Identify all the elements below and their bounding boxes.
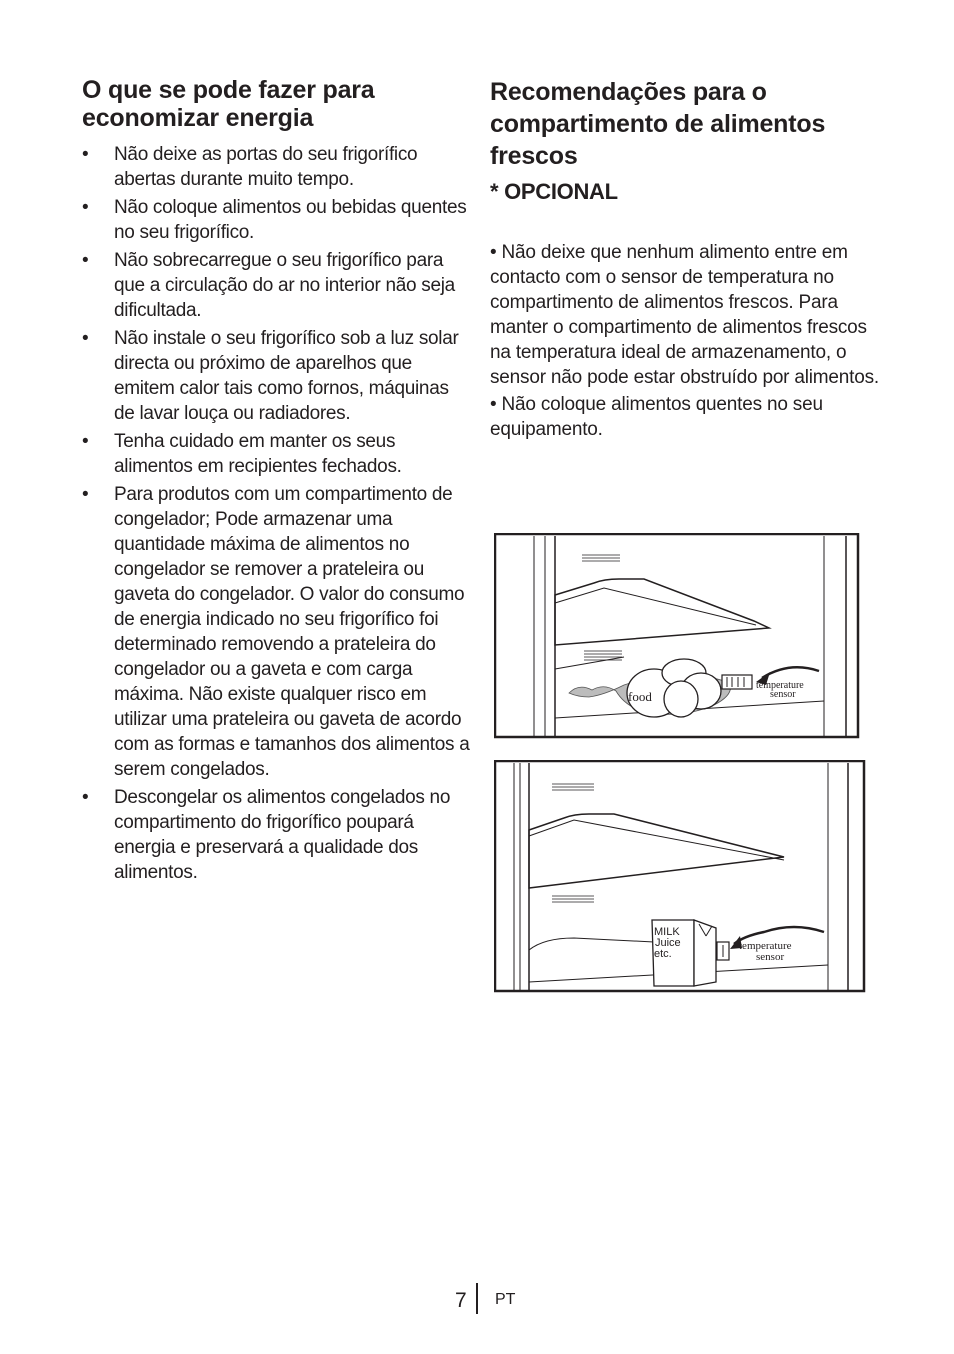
- list-item: [82, 326, 472, 426]
- recommendation-paragraph: • Não coloque alimentos quentes no seu equipamento.: [490, 394, 823, 440]
- fresh-food-heading: Recomendações para o compartimento de alimentos frescos: [490, 78, 826, 170]
- list-item-text: Não instale o seu frigorífico sob a luz solar directa ou próximo de aparelhos que emitem calor tais como fornos, máquinas de lavar louça ou radiadores.: [114, 328, 459, 424]
- list-item-text: Para produtos com um compartimento de congelador; Pode armazenar uma quantidade máxima de alimentos no congelador se remover a prateleira ou gaveta do congelador. O valor do consumo de energia indicado no seu frigorífico foi determinado removendo a prateleira do congelador ou a gaveta e com carga máxima. Não existe qualquer risco em utilizar uma prateleira ou gaveta de acordo com as formas e tamanhos dos alimentos a serem congelados.: [114, 484, 470, 780]
- bullet-icon: •: [82, 197, 89, 218]
- energy-saving-heading: O que se pode fazer para economizar energia: [82, 76, 375, 132]
- list-item-text: Não sobrecarregue o seu frigorífico para que a circulação do ar no interior não seja dificultada.: [114, 250, 455, 321]
- fresh-food-section: [490, 76, 890, 444]
- list-item-text: Descongelar os alimentos congelados no compartimento do frigorífico poupará energia e preservará a qualidade dos alimentos.: [114, 787, 451, 883]
- bullet-icon: •: [82, 484, 89, 505]
- list-item-text: Não deixe as portas do seu frigorífico abertas durante muito tempo.: [114, 144, 418, 190]
- sensor-label-line2: sensor: [756, 951, 785, 963]
- fridge-food-illustration: [494, 533, 860, 739]
- list-item: [82, 195, 472, 245]
- bullet-icon: •: [82, 431, 89, 452]
- list-item-text: Tenha cuidado em manter os seus alimentos em recipientes fechados.: [114, 431, 402, 477]
- bullet-icon: •: [82, 787, 89, 808]
- fridge-food-drawing: [494, 533, 860, 739]
- list-item: [82, 785, 472, 885]
- carton-label-line1: MILK: [654, 926, 680, 938]
- optional-label: * OPCIONAL: [490, 179, 618, 204]
- bullet-icon: •: [82, 328, 89, 349]
- recommendations-text: [490, 240, 890, 442]
- sensor-label-line1: temperature: [739, 940, 792, 952]
- fridge-carton-drawing: [494, 760, 866, 993]
- sensor-label-line1: temperature: [756, 680, 804, 691]
- carton-label-line2: Juice: [655, 937, 681, 949]
- list-item: [82, 142, 472, 192]
- recommendation-paragraph: • Não deixe que nenhum alimento entre em contacto com o sensor de temperatura no compartimento de alimentos frescos. Para manter o compartimento de alimentos frescos na temperatura ideal de armazenamento, o sensor não pode estar obstruído por alimentos.: [490, 242, 879, 388]
- footer-divider: [476, 1283, 478, 1314]
- page-number: 7: [455, 1289, 467, 1312]
- energy-saving-section: [82, 76, 472, 888]
- language-code: PT: [495, 1291, 516, 1308]
- carton-label-line3: etc.: [654, 948, 672, 960]
- bullet-icon: •: [82, 144, 89, 165]
- sensor-label-line2: sensor: [770, 689, 796, 700]
- fridge-carton-illustration: [494, 760, 866, 993]
- list-item: [82, 482, 472, 782]
- food-label: food: [628, 689, 652, 704]
- bullet-icon: •: [82, 250, 89, 271]
- energy-saving-list: [82, 142, 472, 885]
- list-item: [82, 429, 472, 479]
- list-item-text: Não coloque alimentos ou bebidas quentes no seu frigorífico.: [114, 197, 467, 243]
- list-item: [82, 248, 472, 323]
